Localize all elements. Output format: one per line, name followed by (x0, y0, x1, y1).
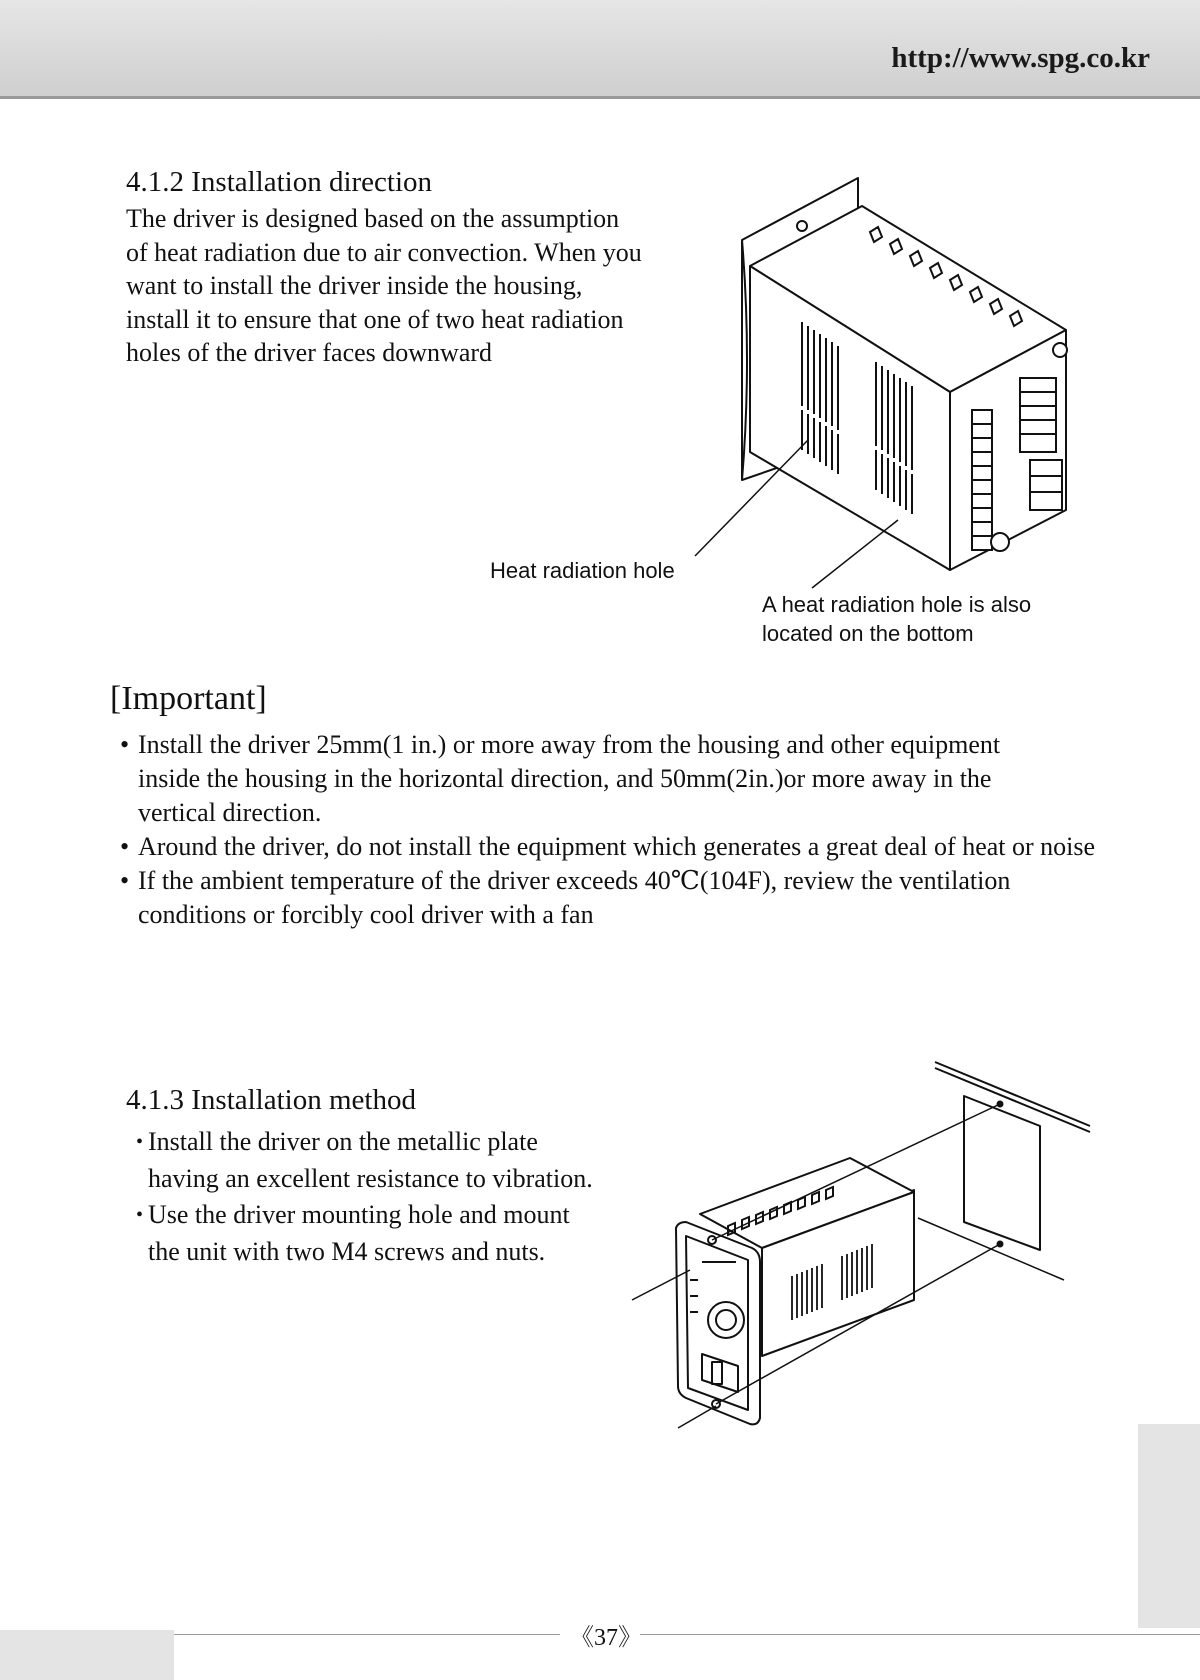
section-412-title: 4.1.2 Installation direction (126, 166, 433, 198)
important-item-line: If the ambient temperature of the driver exceeds 40℃(104F), review the ventilation (138, 866, 1011, 895)
section-412-line: of heat radiation due to air convection. When you (126, 237, 642, 267)
bullet-dot: • (136, 1204, 144, 1226)
section-413-item-line: Use the driver mounting hole and mount (148, 1200, 570, 1229)
important-item-line: Around the driver, do not install the equipment which generates a great deal of heat or noise (138, 832, 1096, 861)
footer-block (0, 1630, 174, 1680)
bullet-dot: • (120, 730, 130, 759)
footer-rule (640, 1634, 1200, 1635)
header-url[interactable]: http://www.spg.co.kr (891, 42, 1150, 74)
section-412-line: holes of the driver faces downward (126, 338, 493, 367)
bullet-dot: • (120, 866, 130, 895)
label-bottom-line: located on the bottom (762, 621, 974, 646)
label-heat-radiation-hole: Heat radiation hole (490, 558, 675, 583)
important-heading: [Important] (110, 680, 267, 717)
section-413-item-line: Install the driver on the metallic plate (148, 1127, 538, 1156)
bullet-dot: • (136, 1131, 144, 1153)
section-412-line: install it to ensure that one of two heat radiation (126, 304, 624, 334)
section-413-item-line: the unit with two M4 screws and nuts. (148, 1236, 546, 1266)
section-413-title: 4.1.3 Installation method (126, 1084, 416, 1116)
important-item-line: inside the housing in the horizontal direction, and 50mm(2in.)or more away in the (138, 764, 992, 793)
important-item-line: vertical direction. (138, 798, 322, 827)
page-number: 《37》 (570, 1625, 642, 1651)
bullet-dot: • (120, 832, 130, 861)
important-item-line: conditions or forcibly cool driver with a fan (138, 900, 594, 929)
section-413-item-line: having an excellent resistance to vibration. (148, 1163, 593, 1193)
section-412-line: want to install the driver inside the housing, (126, 271, 583, 300)
important-item-line: Install the driver 25mm(1 in.) or more away from the housing and other equipment (138, 730, 1001, 759)
section-412-line: The driver is designed based on the assumption (126, 204, 620, 233)
footer-rule (174, 1634, 560, 1635)
side-tab (1138, 1424, 1200, 1628)
label-bottom-line: A heat radiation hole is also (762, 592, 1032, 617)
